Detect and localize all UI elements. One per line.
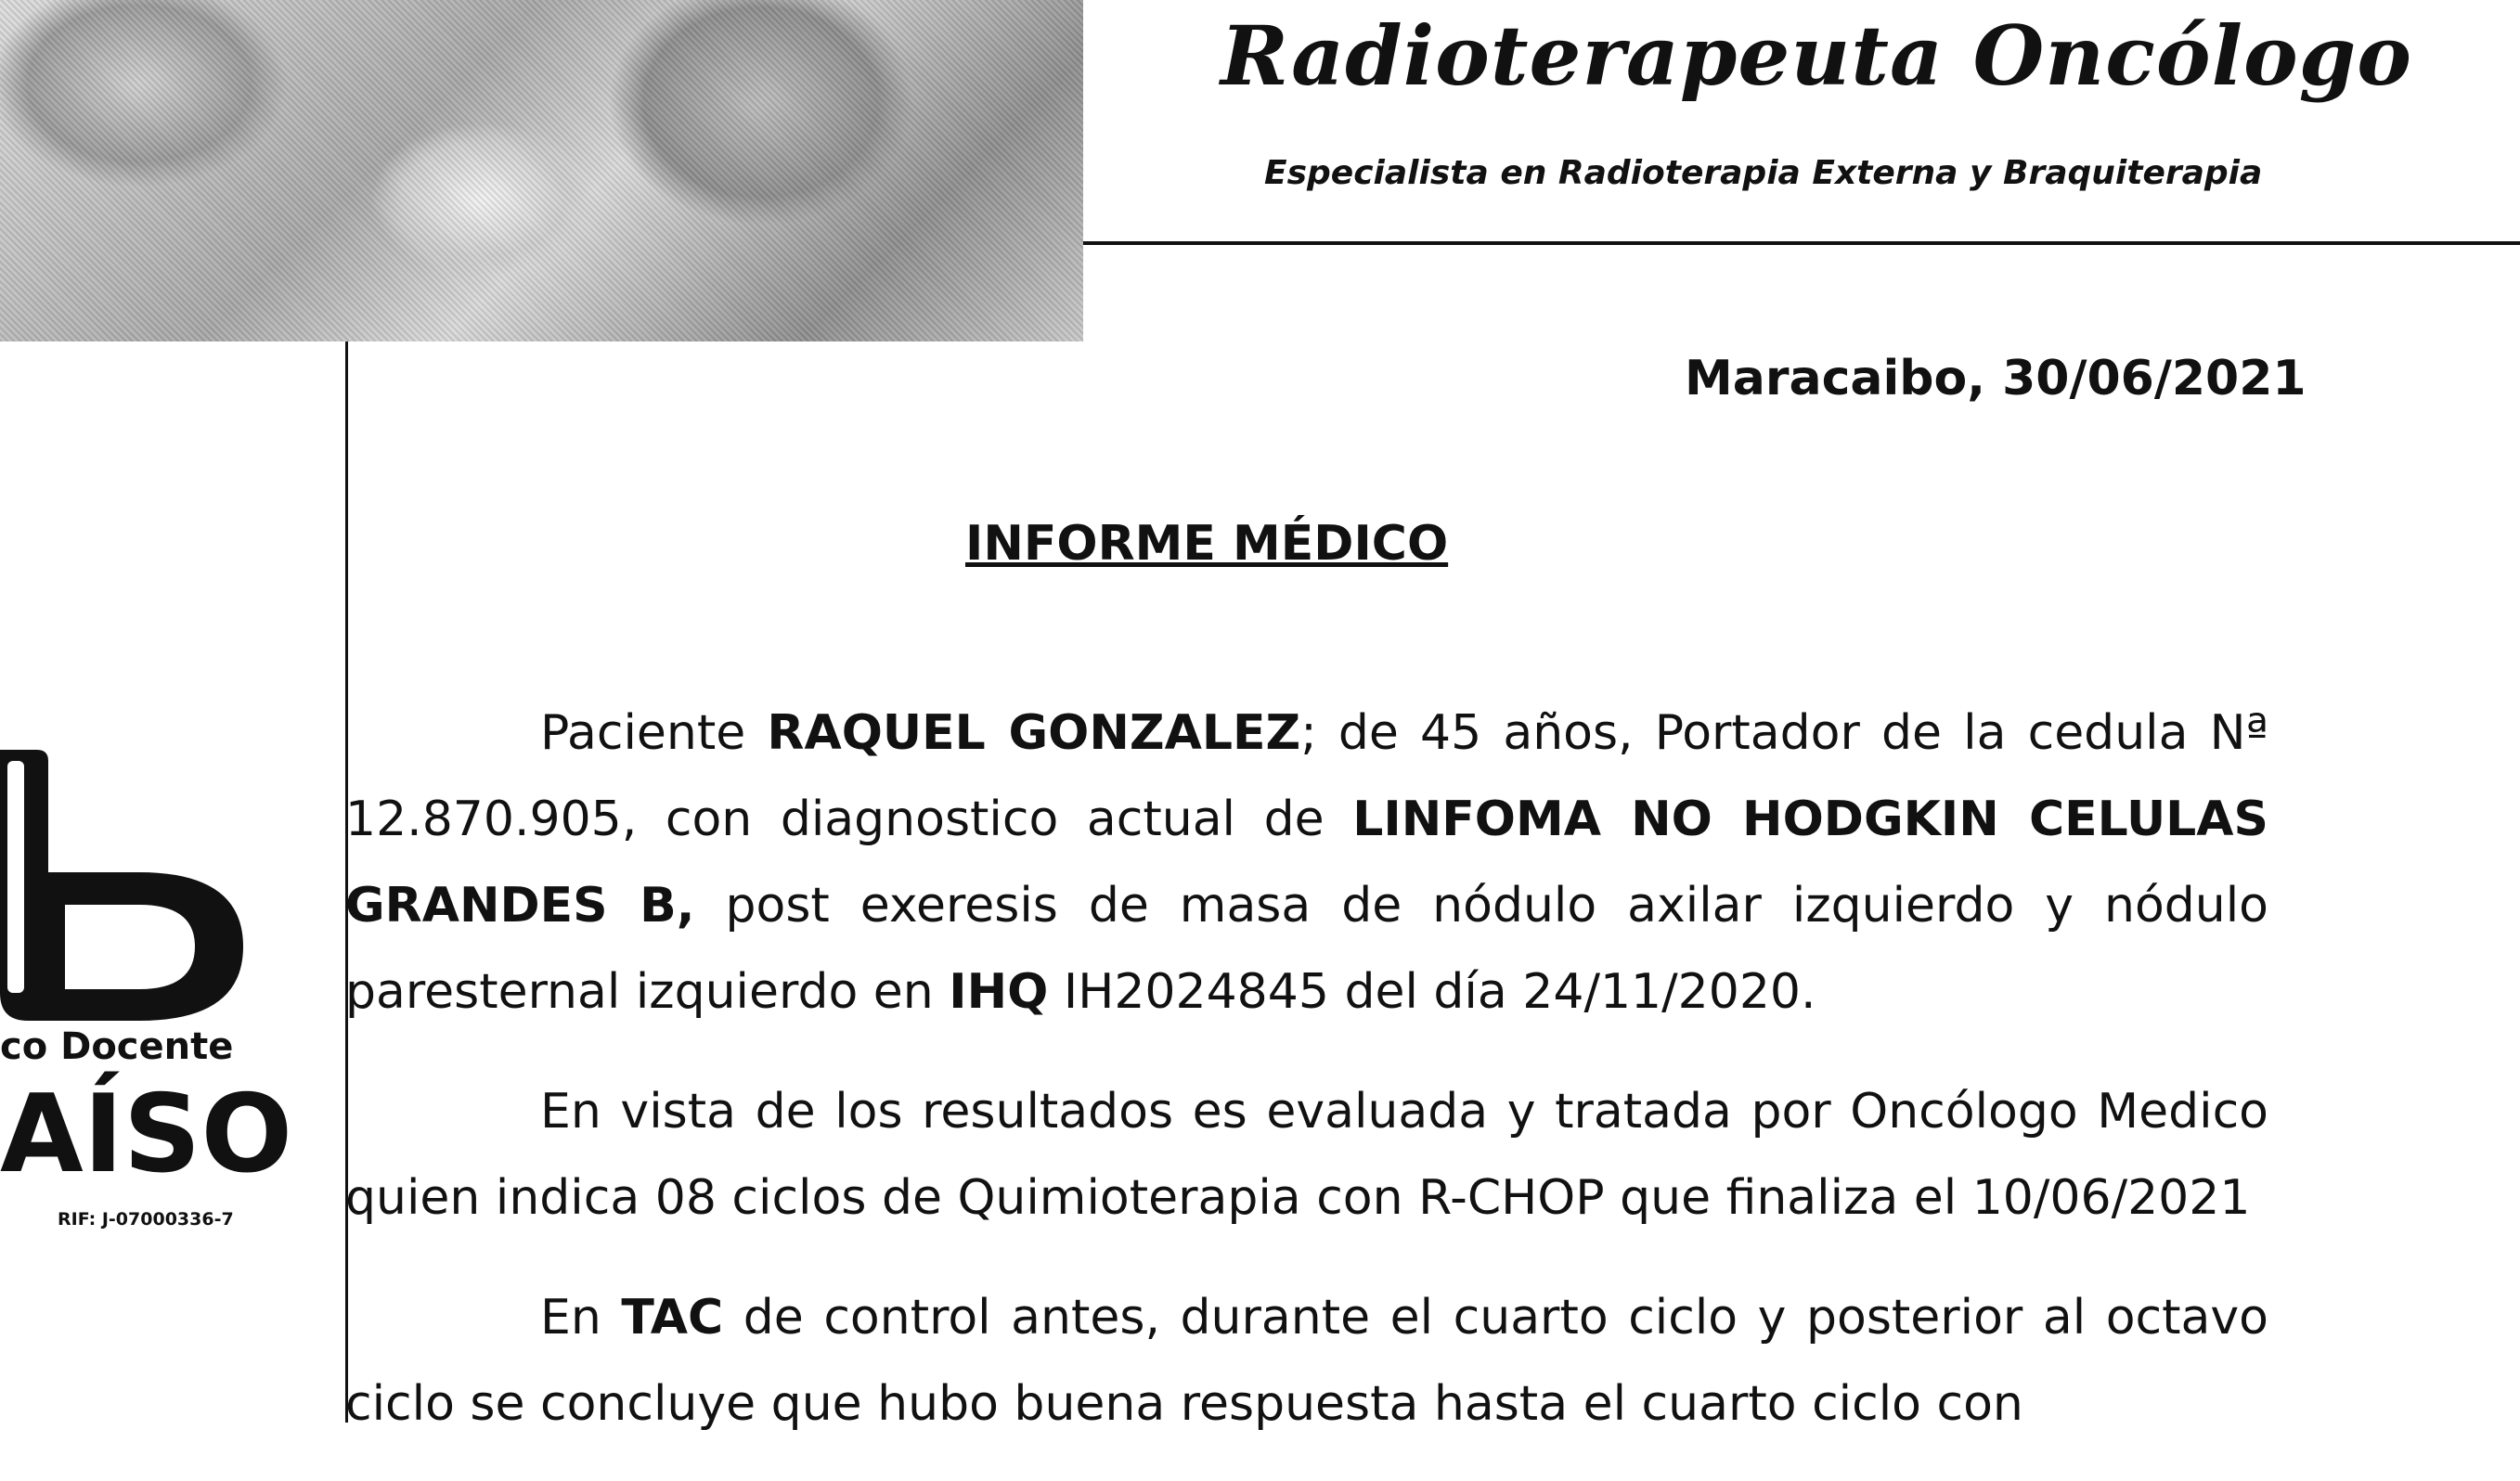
letterhead-subtitle: Especialista en Radioterapia Externa y Braquiterapia — [1264, 154, 2263, 192]
document-date: Maracaibo, 30/06/2021 — [1685, 351, 2307, 406]
paragraph-tac — [345, 1275, 2268, 1448]
p1-text3: IH2024845 del día 24/11/2020. — [1048, 964, 1816, 1020]
p3-text2: de control antes, durante el cuarto ciclo y posterior al octavo ciclo se concluye que hubo buena respuesta hasta el cuarto ciclo con — [345, 1290, 2268, 1432]
p1-intro: Paciente — [540, 705, 768, 761]
p1-text2: post exeresis de masa de nódulo axilar izquierdo y nódulo paresternal izquierdo en — [345, 878, 2268, 1020]
patient-name: RAQUEL GONZALEZ — [767, 705, 1301, 761]
logo-rif: RIF: J-07000336-7 — [58, 1209, 234, 1230]
diagnosis: LINFOMA NO HODGKIN CELULAS GRANDES B, — [345, 792, 2268, 934]
letterhead-title: Radioterapeuta Oncólogo — [1221, 7, 2412, 104]
header-divider — [1083, 241, 2520, 245]
header-photo — [0, 0, 1083, 341]
p1-text1: ; de 45 años, Portador de la cedula Nª 12.870.905, con diagnostico actual de — [345, 705, 2268, 847]
tac-label: TAC — [621, 1290, 724, 1346]
logo-name-line2: AÍSO — [0, 1072, 293, 1197]
paragraph-diagnosis — [345, 690, 2268, 1036]
document-heading: INFORME MÉDICO — [965, 516, 1449, 572]
hospital-logo-icon — [0, 742, 243, 1023]
paragraph-treatment: En vista de los resultados es evaluada y tratada por Oncólogo Medico quien indica 08 ciclos de Quimioterapia con R-CHOP que finaliza el 10/06/2021 — [345, 1084, 2268, 1226]
report-body — [345, 690, 2268, 1481]
p3-text1: En — [540, 1290, 622, 1346]
ihq-label: IHQ — [949, 964, 1049, 1020]
logo-name-line1: co Docente — [0, 1025, 234, 1068]
